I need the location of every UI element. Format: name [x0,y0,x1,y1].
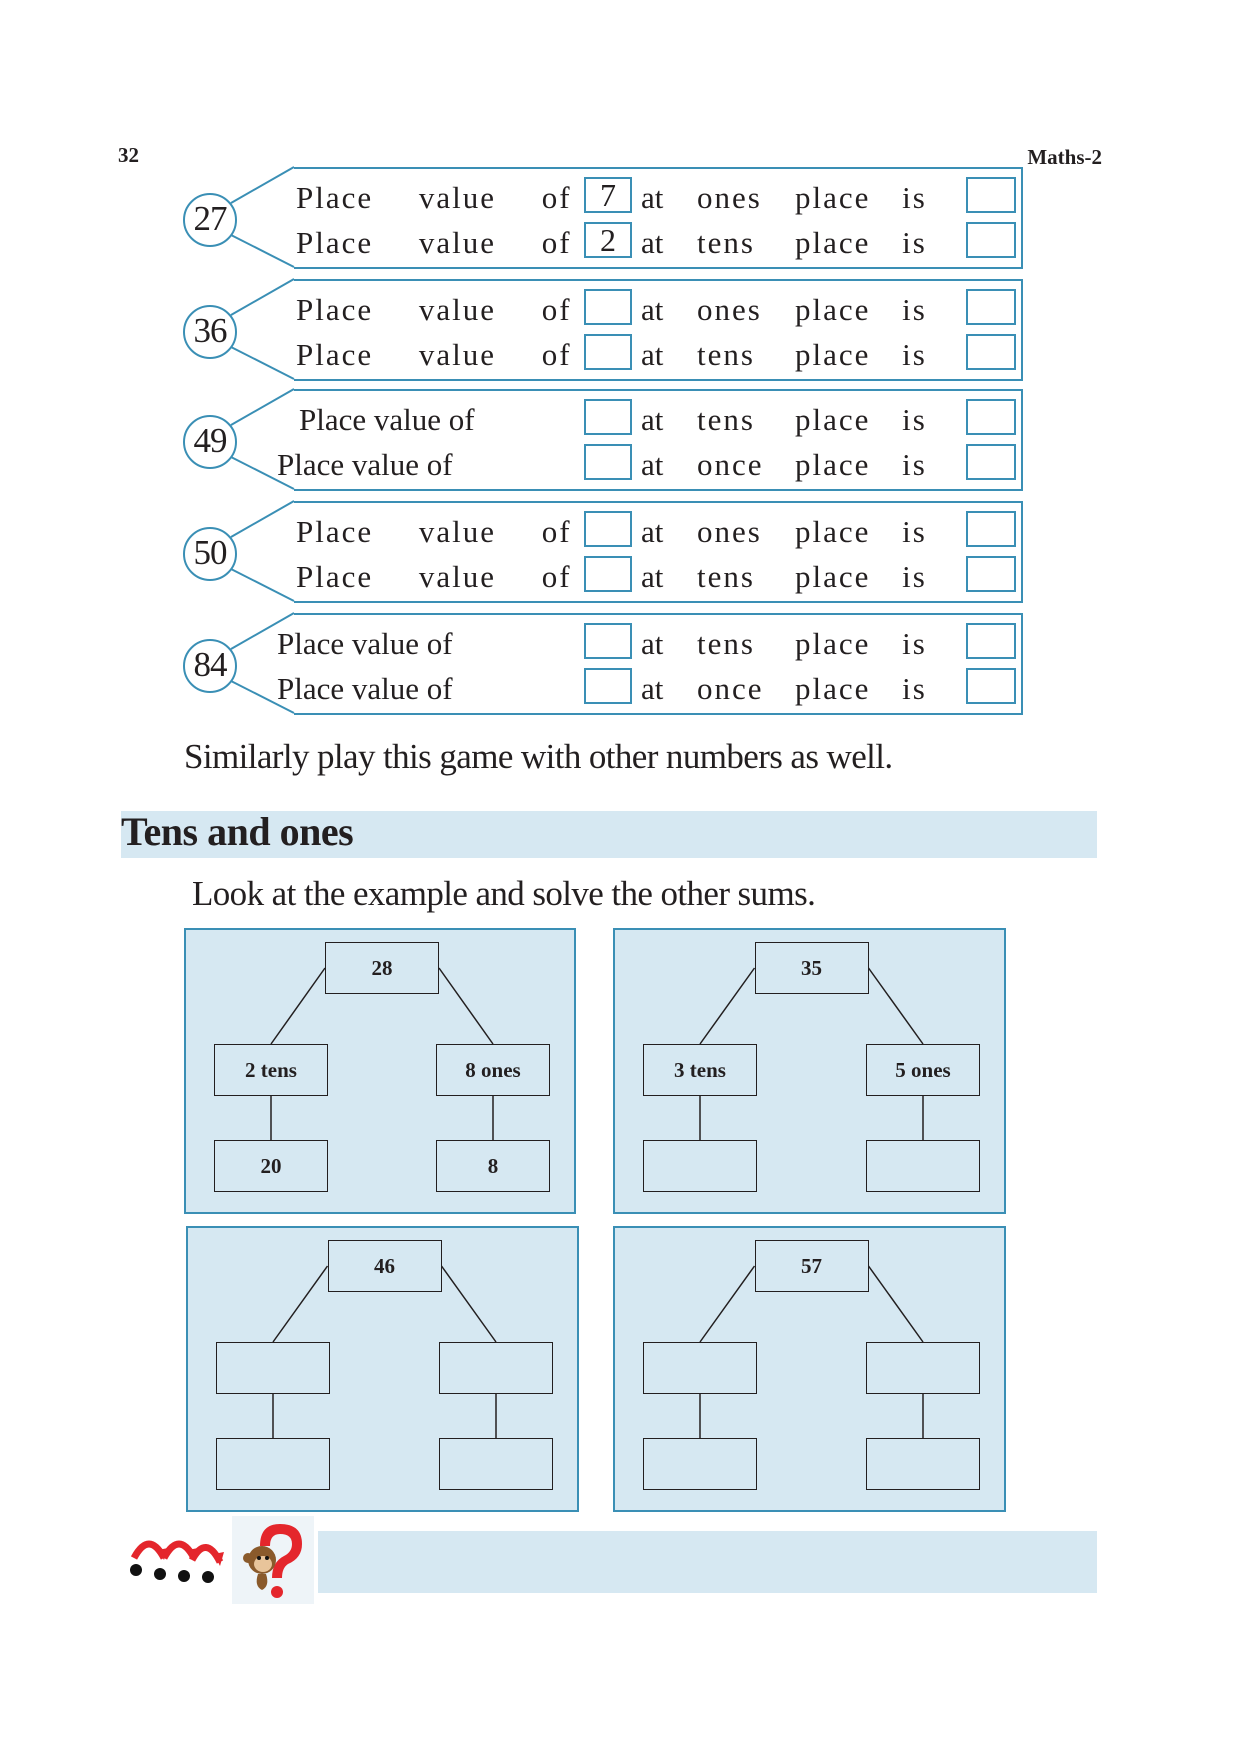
tens-box[interactable]: 3 tens [643,1044,757,1096]
ones-value-box[interactable] [866,1438,980,1490]
at-word: at [641,514,664,549]
closing-note: Similarly play this game with other numbers as well. [184,737,893,776]
place-value-label: Place value of [296,292,572,327]
position-word: once [697,447,764,482]
place-value-item [183,279,1027,383]
answer-box[interactable] [966,177,1016,213]
place-is-text: place is [795,559,927,594]
place-value-label: Place value of [296,514,572,549]
page-number: 32 [118,143,139,167]
position-word: tens [697,559,755,594]
at-word: at [641,626,664,661]
tens-box[interactable] [216,1342,330,1394]
ones-box[interactable] [439,1342,553,1394]
ones-box[interactable] [866,1342,980,1394]
section-instruction: Look at the example and solve the other sums. [192,874,816,913]
place-value-item [183,613,1027,717]
position-word: once [697,671,764,706]
position-word: tens [697,626,755,661]
tens-ones-tree [613,1226,1006,1512]
number-circle: 84 [183,639,237,693]
position-word: ones [697,180,762,215]
ones-value-box[interactable] [866,1140,980,1192]
place-value-row [183,222,1027,261]
digit-box[interactable]: 2 [584,222,632,258]
tens-value-box[interactable] [643,1140,757,1192]
place-value-label: Place value of [299,402,475,437]
place-value-row [183,292,1027,328]
digit-box[interactable] [584,623,632,659]
place-is-text: place is [795,180,927,215]
digit-box[interactable] [584,556,632,592]
at-word: at [641,225,664,260]
place-is-text: place is [795,402,927,437]
place-value-label: Place value of [277,447,453,482]
number-circle: 27 [183,193,237,247]
answer-box[interactable] [966,334,1016,370]
answer-box[interactable] [966,399,1016,435]
at-word: at [641,671,664,706]
counting-jumps-icon [124,1520,228,1586]
answer-box[interactable] [966,668,1016,704]
monkey-question-icon [232,1516,314,1604]
place-value-row [183,514,1027,550]
place-value-row [183,402,1027,438]
book-title: Maths-2 [1027,145,1102,169]
place-is-text: place is [795,225,927,260]
number-box: 46 [328,1240,442,1292]
number-circle: 49 [183,415,237,469]
place-is-text: place is [795,514,927,549]
place-value-row [183,447,1027,483]
number-box: 28 [325,942,439,994]
position-word: tens [697,402,755,437]
ones-value-box[interactable] [439,1438,553,1490]
tens-value-box[interactable] [643,1438,757,1490]
place-value-label: Place value of [277,626,453,661]
tens-ones-tree [186,1226,579,1512]
place-value-row [183,177,1027,216]
place-value-row [183,626,1027,662]
number-circle: 50 [183,527,237,581]
place-value-label: Place value of [296,559,572,594]
ones-box[interactable]: 5 ones [866,1044,980,1096]
number-circle: 36 [183,305,237,359]
digit-box[interactable] [584,511,632,547]
place-value-label: Place value of [296,225,572,260]
tens-value-box[interactable]: 20 [214,1140,328,1192]
answer-box[interactable] [966,289,1016,325]
answer-box[interactable] [966,444,1016,480]
tens-ones-tree [184,928,576,1214]
at-word: at [641,559,664,594]
position-word: tens [697,225,755,260]
digit-box[interactable] [584,334,632,370]
at-word: at [641,292,664,327]
footer-bar [318,1531,1097,1593]
place-is-text: place is [795,671,927,706]
digit-box[interactable] [584,668,632,704]
tens-box[interactable]: 2 tens [214,1044,328,1096]
position-word: ones [697,514,762,549]
at-word: at [641,180,664,215]
answer-box[interactable] [966,511,1016,547]
position-word: tens [697,337,755,372]
ones-box[interactable]: 8 ones [436,1044,550,1096]
answer-box[interactable] [966,222,1016,258]
tens-box[interactable] [643,1342,757,1394]
place-is-text: place is [795,292,927,327]
place-value-label: Place value of [277,671,453,706]
ones-value-box[interactable]: 8 [436,1140,550,1192]
place-value-row [183,337,1027,373]
at-word: at [641,402,664,437]
position-word: ones [697,292,762,327]
place-is-text: place is [795,447,927,482]
tens-value-box[interactable] [216,1438,330,1490]
place-value-label: Place value of [296,180,572,215]
number-box: 35 [755,942,869,994]
place-value-item [183,389,1027,493]
place-value-item [183,167,1027,271]
digit-box[interactable] [584,444,632,480]
section-title: Tens and ones [121,809,354,854]
digit-box[interactable] [584,399,632,435]
place-is-text: place is [795,337,927,372]
place-value-row [183,671,1027,707]
place-value-row [183,559,1027,595]
place-value-item [183,501,1027,605]
digit-box[interactable]: 7 [584,177,632,213]
place-value-label: Place value of [296,337,572,372]
digit-box[interactable] [584,289,632,325]
answer-box[interactable] [966,556,1016,592]
at-word: at [641,337,664,372]
tens-ones-tree [613,928,1006,1214]
answer-box[interactable] [966,623,1016,659]
at-word: at [641,447,664,482]
place-is-text: place is [795,626,927,661]
number-box: 57 [755,1240,869,1292]
